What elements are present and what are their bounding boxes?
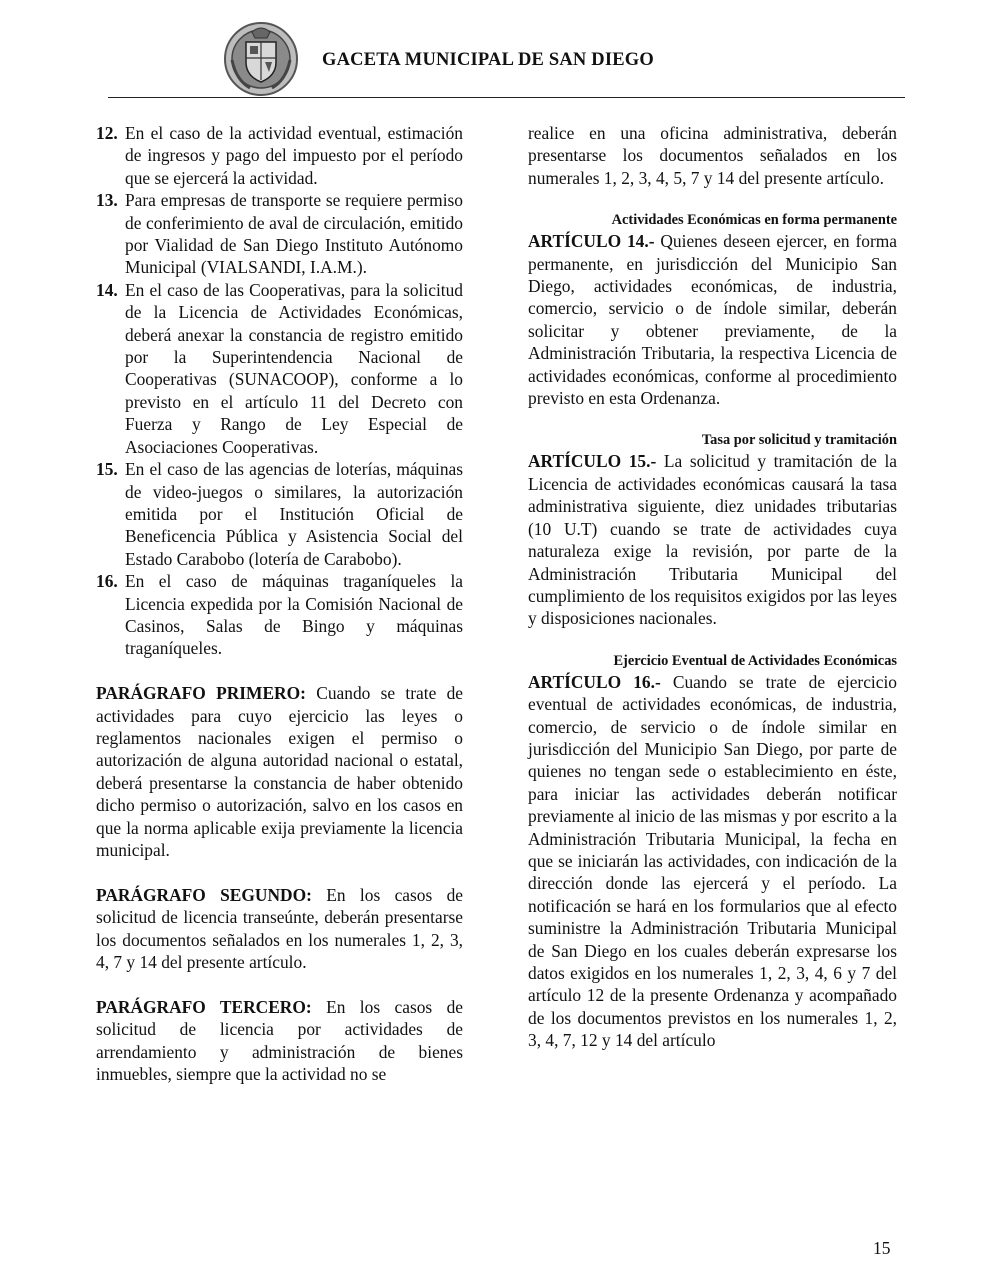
- paragraph-label: PARÁGRAFO TERCERO:: [96, 996, 312, 1017]
- page-number: 15: [873, 1238, 891, 1258]
- article-text: Cuando se trate de ejercicio eventual de actividades económicas, de industria, comercio, de servicio o de índole similar en jurisdicción del Municipio San Diego, por parte de quienes no tengan sede o establecimiento en éste, para iniciar las actividades deberán notificar previamente al inicio de las mismas y por escrito a la Administración Tributaria Municipal, la fecha en que se iniciarán las actividades, con indicación de la dirección donde las ejercerá y el período. La notificación se hará en los formularios que al efecto suministre la Administración Tributaria Municipal de San Diego en los cuales deberán expresarse los datos exigidos en los numerales 1, 2, 3, 4, 6 y 7 del artículo 12 de la presente Ordenanza y acompañado de los documentos previstos en los numerales 1, 2, 3, 4, 7, 12 y 14 del artículo: [528, 671, 897, 1051]
- paragraph-text: En los casos de solicitud de licencia por actividades de arrendamiento y administración de bienes inmuebles, siempre que la actividad no se: [96, 996, 463, 1085]
- paragraph-segundo: [96, 884, 463, 974]
- item-number: 14.: [96, 279, 118, 300]
- paragraph-tercero: [96, 996, 463, 1086]
- item-text: En el caso de las Cooperativas, para la solicitud de la Licencia de Actividades Económicas, deberá anexar la constancia de registro emitido por la Superintendencia Nacional de Cooperativas (SUNACOOP), conforme a lo previsto en el artículo 11 del Decreto con Fuerza y Rango de Ley Especial de Asociaciones Cooperativas.: [125, 279, 463, 457]
- article-16: [528, 671, 897, 1052]
- article-heading: Tasa por solicitud y tramitación: [701, 432, 897, 449]
- list-item: [96, 189, 463, 279]
- continuation-text: realice en una oficina administrativa, deberán presentarse los documentos señalados en los numerales 1, 2, 3, 4, 5, 7 y 14 del presente artículo.: [528, 123, 897, 188]
- article-heading: Ejercicio Eventual de Actividades Económicas: [613, 652, 897, 669]
- gazette-title: GACETA MUNICIPAL DE SAN DIEGO: [322, 50, 654, 70]
- item-number: 13.: [96, 190, 118, 211]
- paragraph-label: PARÁGRAFO SEGUNDO:: [96, 884, 312, 905]
- list-item: [96, 279, 463, 458]
- item-text: En el caso de máquinas traganíqueles la Licencia expedida por la Comisión Nacional de Casinos, Salas de Bingo y máquinas traganíqueles.: [125, 571, 463, 659]
- article-heading: Actividades Económicas en forma permanente: [611, 212, 897, 229]
- header-divider: [108, 97, 905, 98]
- article-15: [528, 450, 897, 629]
- item-number: 12.: [96, 123, 118, 143]
- article-text: La solicitud y tramitación de la Licencia de actividades económicas causará la tasa administrativa siguiente, diez unidades tributarias (10 U.T) cuando se trate de actividades cuya naturaleza exige la revisión, por parte de la Administración Tributaria Municipal del cumplimiento de los requisitos exigidos por las leyes y disposiciones nacionales.: [528, 451, 897, 629]
- item-number: 15.: [96, 459, 118, 480]
- item-number: 16.: [96, 571, 118, 592]
- article-14: [528, 230, 897, 409]
- item-text: En el caso de las agencias de loterías, máquinas de video-juegos o similares, la autorización emitida por el Institución Oficial de Beneficencia Pública y Asistencia Social del Estado Carabobo (lotería de Carabobo).: [125, 459, 463, 569]
- right-column: [528, 122, 897, 1052]
- list-item: [96, 570, 463, 660]
- article-label: ARTÍCULO 16.-: [528, 671, 661, 692]
- article-label: ARTÍCULO 15.-: [528, 451, 657, 472]
- article-text: Quienes deseen ejercer, en forma permanente, en jurisdicción del Municipio San Diego, actividades económicas, de industria, comercio, servicio o de índole similar, deberán solicitar y obtener previamente, de la Administración Tributaria, la respectiva Licencia de actividades económicas, conforme al procedimiento previsto en esta Ordenanza.: [528, 231, 897, 409]
- paragraph-primero: [96, 682, 463, 861]
- left-column: [96, 122, 463, 1085]
- item-text: En el caso de la actividad eventual, estimación de ingresos y pago del impuesto por el período que se ejercerá la actividad.: [125, 123, 463, 188]
- paragraph-text: En los casos de solicitud de licencia transeúnte, deberán presentarse los documentos señalados en los numerales 1, 2, 3, 4, 7 y 14 del presente artículo.: [96, 884, 463, 972]
- paragraph-label: PARÁGRAFO PRIMERO:: [96, 683, 306, 704]
- item-text: Para empresas de transporte se requiere permiso de conferimiento de aval de circulación, emitido por Vialidad de San Diego Instituto Autónomo Municipal (VIALSANDI, I.A.M.).: [125, 190, 463, 278]
- list-item: [96, 122, 463, 189]
- municipal-coat-of-arms-icon: [222, 20, 300, 98]
- paragraph-text: Cuando se trate de actividades para cuyo ejercicio las leyes o reglamentos nacionales exigen el permiso o autorización de alguna autoridad nacional o estatal, deberá presentarse la constancia de haber obtenido dicho permiso o autorización, salvo en los casos en que la norma aplicable exija previamente la licencia municipal.: [96, 683, 463, 860]
- article-label: ARTÍCULO 14.-: [528, 231, 655, 252]
- list-item: [96, 458, 463, 570]
